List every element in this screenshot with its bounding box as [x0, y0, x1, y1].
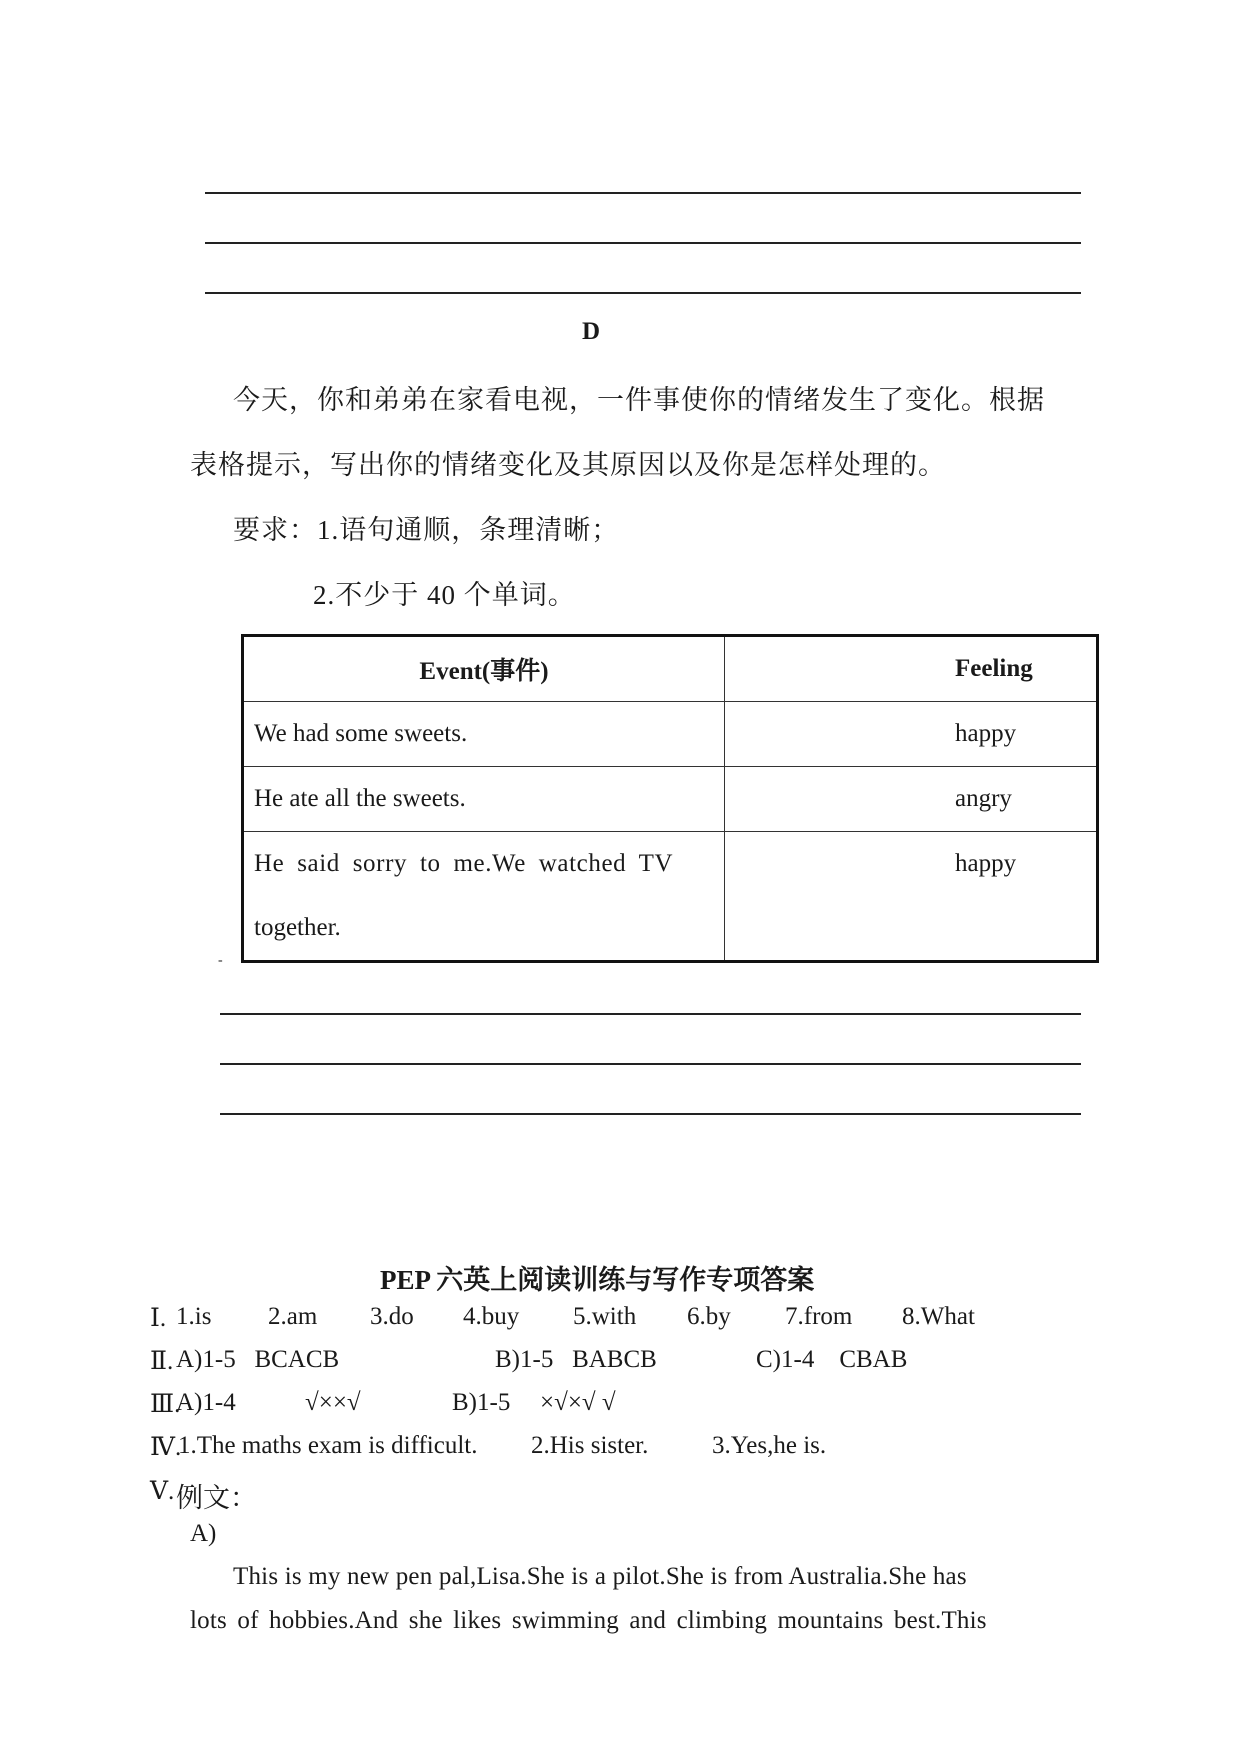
table-row	[243, 832, 1098, 962]
writing-line-5	[220, 1063, 1081, 1065]
instruction-line-1: 今天，你和弟弟在家看电视，一件事使你的情绪发生了变化。根据	[233, 385, 1045, 415]
writing-line-6	[220, 1113, 1081, 1115]
part-2-c: C)1-4 CBAB	[756, 1346, 908, 1373]
part-5-label: Ⅴ.	[150, 1478, 175, 1505]
part-5-intro: 例文：	[176, 1483, 257, 1513]
event-cell	[243, 832, 725, 962]
table-header-row	[243, 636, 1098, 702]
part-3-a-marks: √××√	[305, 1389, 361, 1416]
writing-line-2	[205, 242, 1081, 244]
answer-part-3	[150, 1389, 1050, 1421]
part-1-label: Ⅰ.	[150, 1305, 167, 1332]
answer-part-1	[150, 1303, 1050, 1335]
essay-line-1: This is my new pen pal,Lisa.She is a pilot.She is from Australia.She has	[233, 1563, 967, 1590]
section-d-heading: D	[582, 318, 601, 345]
event-cell: We had some sweets.	[243, 702, 725, 767]
part-4-answer-2: 2.His sister.	[531, 1432, 649, 1459]
instruction-line-2: 表格提示，写出你的情绪变化及其原因以及你是怎样处理的。	[190, 450, 946, 480]
part-1-item-6: 6.by	[687, 1303, 731, 1330]
part-2-b: B)1-5 BABCB	[495, 1346, 657, 1373]
answers-title: PEP 六英上阅读训练与写作专项答案	[380, 1265, 815, 1295]
answer-part-5	[150, 1476, 1050, 1513]
part-1-item-7: 7.from	[785, 1303, 853, 1330]
event-cell-line-1: He said sorry to me.We watched TV	[254, 850, 674, 877]
part-1-item-1: 1.is	[176, 1303, 212, 1330]
part-5-sub-a: A)	[190, 1520, 217, 1547]
feeling-cell: happy	[725, 702, 1098, 767]
feeling-cell: happy	[725, 832, 1098, 962]
writing-line-3	[205, 292, 1081, 294]
part-3-label: Ⅲ.	[150, 1391, 181, 1418]
part-3-b-marks: ×√×√ √	[540, 1389, 616, 1416]
header-event: Event(事件)	[243, 636, 725, 702]
writing-line-1	[205, 192, 1081, 194]
part-1-item-4: 4.buy	[463, 1303, 520, 1330]
feeling-cell: angry	[725, 767, 1098, 832]
part-3-b-label: B)1-5	[452, 1389, 511, 1416]
writing-line-4	[220, 1013, 1081, 1015]
part-1-item-3: 3.do	[370, 1303, 414, 1330]
part-1-item-2: 2.am	[268, 1303, 318, 1330]
part-1-item-8: 8.What	[902, 1303, 975, 1330]
event-cell-line-2: together.	[254, 914, 341, 941]
part-3-a-label: A)1-4	[176, 1389, 236, 1416]
header-feeling: Feeling	[725, 636, 1098, 702]
part-4-label: Ⅳ.	[150, 1434, 182, 1461]
essay-line-2: lots of hobbies.And she likes swimming and climbing mountains best.This	[190, 1607, 987, 1634]
table-row	[243, 702, 1098, 767]
part-2-a: A)1-5 BCACB	[176, 1346, 340, 1373]
requirement-1: 要求：1.语句通顺，条理清晰；	[233, 515, 620, 545]
requirement-2: 2.不少于 40 个单词。	[313, 580, 576, 610]
stray-mark: -	[218, 953, 223, 968]
event-feeling-table	[241, 634, 1099, 963]
event-cell: He ate all the sweets.	[243, 767, 725, 832]
part-4-answer-3: 3.Yes,he is.	[712, 1432, 827, 1459]
part-4-answer-1: 1.The maths exam is difficult.	[178, 1432, 478, 1459]
answer-part-4	[150, 1432, 1050, 1464]
answer-part-2	[150, 1346, 1050, 1378]
part-1-item-5: 5.with	[573, 1303, 637, 1330]
part-2-label: Ⅱ.	[150, 1348, 174, 1375]
table-row	[243, 767, 1098, 832]
